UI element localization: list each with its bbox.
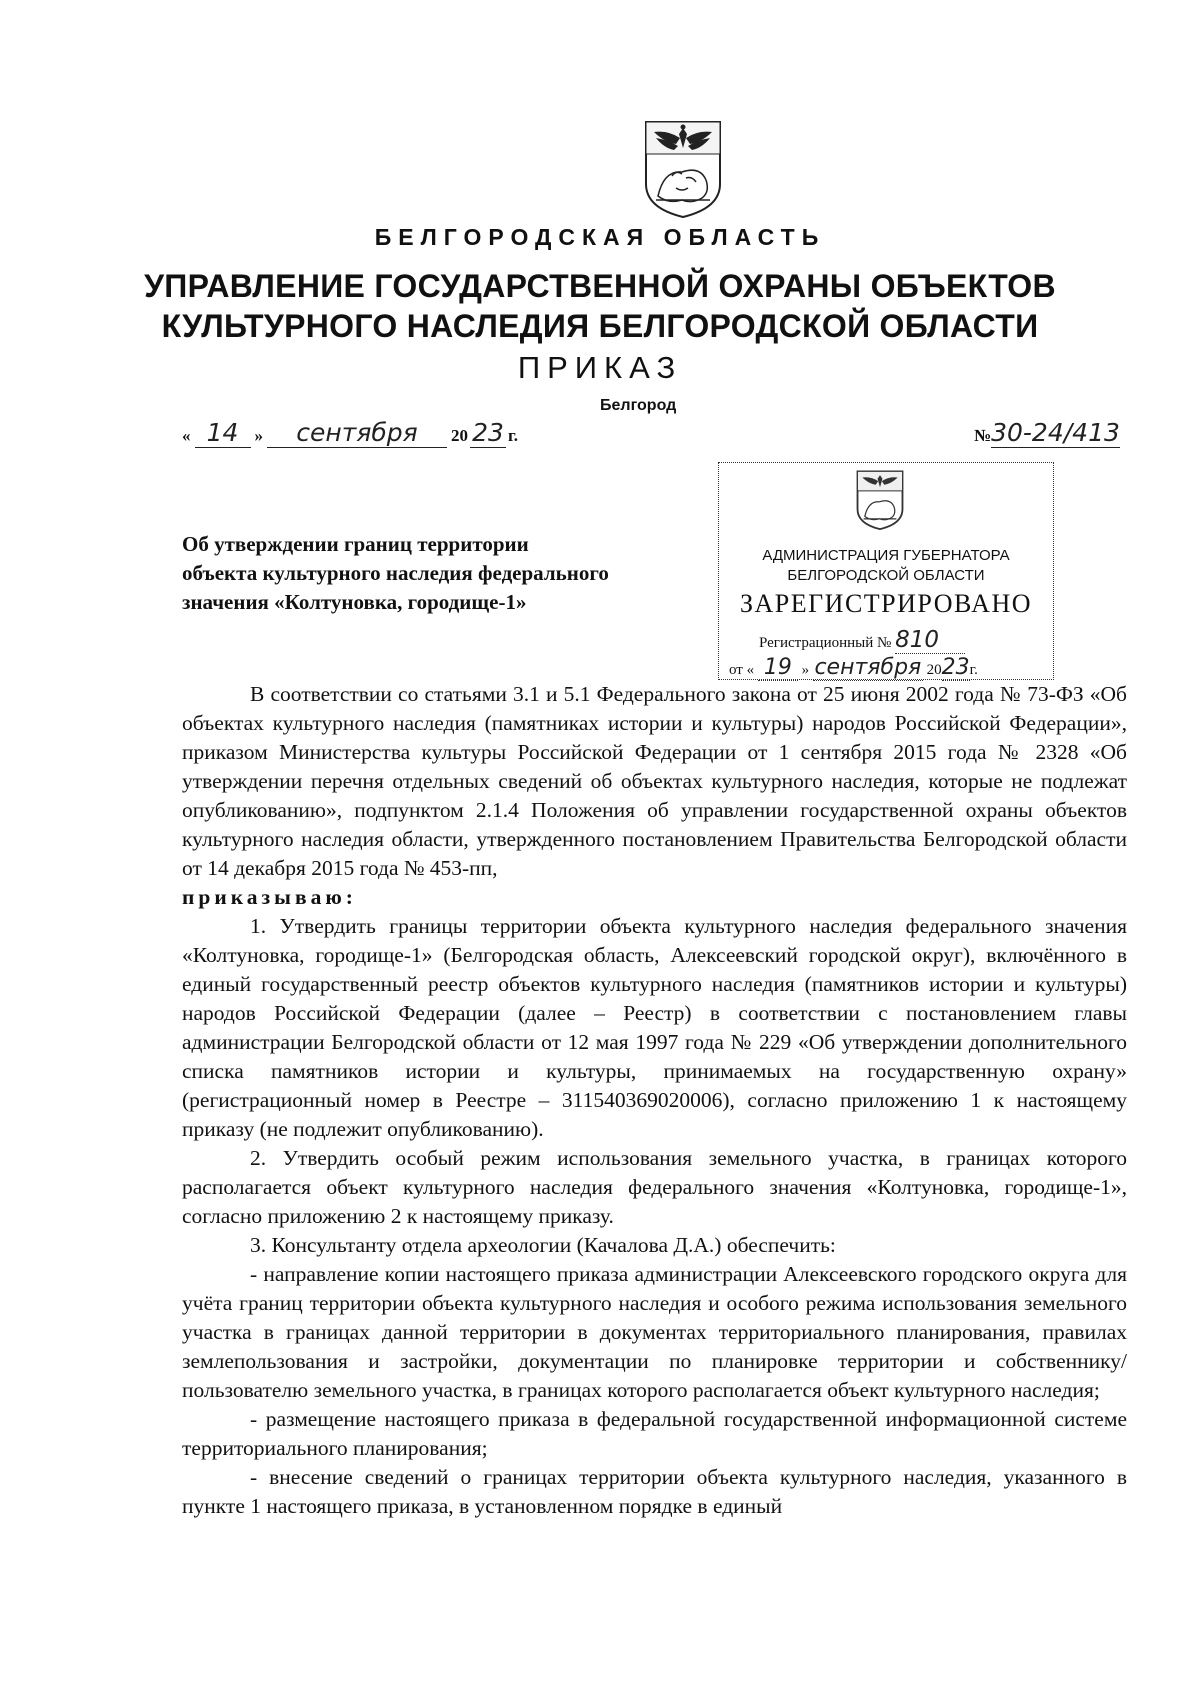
- stamp-registration-number: [759, 627, 965, 654]
- agency-name-line-1: УПРАВЛЕНИЕ ГОСУДАРСТВЕННОЙ ОХРАНЫ ОБЪЕКТОВ: [144, 268, 1056, 304]
- item-1-paragraph: 1. Утвердить границы территории объекта культурного наследия федерального значения «Колтуновка, городище-1» (Белгородская область, Алексеевский городской округ), включённого в единый государственный реестр объектов культурного наследия (памятников истории и культуры) народов Российской Федерации (далее – Реестр) в соответствии с постановлением главы администрации Белгородской области от 12 мая 1997 года № 229 «Об утверждении дополнительного списка памятников истории и культуры, принимаемых на государственную охрану» (регистрационный номер в Реестре – 311540369020006), согласно приложению 1 к настоящему приказу (не подлежит опубликованию).: [182, 914, 1127, 1141]
- subject-line-2: объекта культурного наследия федерального: [182, 561, 609, 585]
- date-year-unit: г.: [508, 426, 519, 445]
- stamp-date-close: »: [801, 662, 810, 678]
- stamp-reg-number: 810: [895, 627, 965, 654]
- preamble-paragraph: В соответствии со статьями 3.1 и 5.1 Федерального закона от 25 июня 2002 года № 73-ФЗ «Об объектах культурного наследия (памятниках истории и культуры) народов Российской Федерации», приказом Министерства культуры Российской Федерации от 1 сентября 2015 года № 2328 «Об утверждении перечня отдельных сведений об объектах культурного наследия, которые не подлежат опубликованию», подпунктом 2.1.4 Положения об управлении государственной охраны объектов культурного наследия области, утвержденного постановлением Правительства Белгородской области от 14 декабря 2015 года № 453-пп,: [182, 682, 1127, 880]
- subitem-1-paragraph: - направление копии настоящего приказа администрации Алексеевского городского округа для учёта границ территории объекта культурного наследия и особого режима использования земельного участка в границах данной территории в документах территориального планирования, правилах землепользования и застройки, документации по планировке территории и собственнику/пользователю земельного участка, в границах которого располагается объект культурного наследия;: [182, 1262, 1127, 1402]
- stamp-date-year-suffix: 23: [941, 655, 970, 680]
- region-name: БЕЛГОРОДСКАЯ ОБЛАСТЬ: [374, 224, 826, 250]
- coat-of-arms-emblem: [642, 118, 724, 220]
- order-subject: [182, 530, 702, 617]
- subject-line-3: значения «Колтуновка, городище-1»: [182, 590, 527, 614]
- stamp-date-day: 19: [758, 655, 798, 681]
- stamp-registered-label: ЗАРЕГИСТРИРОВАНО: [740, 589, 1032, 618]
- date-year-suffix: 23: [470, 418, 506, 448]
- stamp-date: [729, 655, 978, 681]
- stamp-date-year-prefix: 20: [926, 662, 942, 678]
- order-body: [182, 680, 1127, 1521]
- stamp-authority-line-2: БЕЛГОРОДСКОЙ ОБЛАСТИ: [787, 567, 985, 584]
- item-3-paragraph: 3. Консультанту отдела археологии (Качалова Д.А.) обеспечить:: [250, 1233, 836, 1257]
- city-name: Белгород: [600, 397, 677, 414]
- order-number-label: №: [974, 426, 992, 445]
- order-number-value: 30-24/413: [991, 418, 1120, 447]
- order-date: [182, 418, 518, 448]
- stamp-date-prefix: от «: [729, 662, 755, 678]
- date-open-quote: «: [182, 426, 191, 445]
- date-month: сентября: [267, 418, 447, 448]
- order-word: приказываю:: [182, 885, 357, 909]
- subitem-3-paragraph: - внесение сведений о границах территории объекта культурного наследия, указанного в пункте 1 настоящего приказа, в установленном порядке в единый: [182, 1465, 1127, 1518]
- stamp-reg-label: Регистрационный №: [759, 635, 892, 651]
- stamp-authority-line-1: АДМИНИСТРАЦИЯ ГУБЕРНАТОРА: [762, 547, 1010, 564]
- stamp-date-month: сентября: [814, 655, 922, 680]
- registration-stamp: [718, 462, 1054, 680]
- stamp-coat-of-arms-emblem: [855, 469, 905, 531]
- subitem-2-paragraph: - размещение настоящего приказа в федеральной государственной информационной системе территориального планирования;: [182, 1407, 1127, 1460]
- document-type: ПРИКАЗ: [517, 350, 683, 385]
- subject-line-1: Об утверждении границ территории: [182, 532, 529, 556]
- stamp-date-year-unit: г.: [969, 662, 978, 678]
- agency-name-line-2: КУЛЬТУРНОГО НАСЛЕДИЯ БЕЛГОРОДСКОЙ ОБЛАСТИ: [161, 308, 1039, 344]
- agency-name: [0, 266, 1200, 346]
- date-close-quote: »: [254, 426, 263, 445]
- order-number: [974, 418, 1120, 448]
- date-year-prefix: 20: [451, 426, 468, 445]
- date-day: 14: [195, 418, 251, 448]
- item-2-paragraph: 2. Утвердить особый режим использования земельного участка, в границах которого располагается объект культурного наследия федерального значения «Колтуновка, городище-1», согласно приложению 2 к настоящему приказу.: [182, 1146, 1127, 1228]
